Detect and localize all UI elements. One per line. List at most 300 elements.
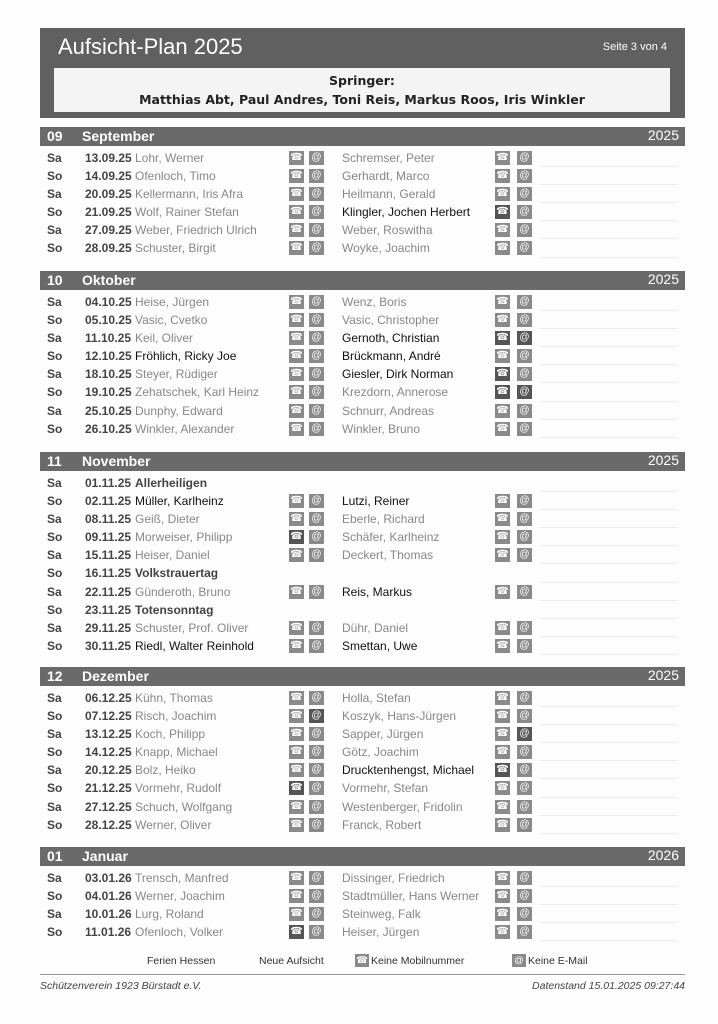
supervisor-2: Smettan, Uwe: [342, 638, 418, 653]
supervisor-2: Eberle, Richard: [342, 512, 425, 527]
email-icon[interactable]: @: [517, 925, 532, 939]
email-icon[interactable]: @: [517, 241, 532, 255]
schedule-row: [40, 564, 685, 582]
phone-icon[interactable]: ☎: [290, 242, 303, 254]
schedule-row: [40, 311, 685, 329]
email-icon[interactable]: @: [309, 367, 324, 381]
phone-icon[interactable]: ☎: [290, 710, 303, 722]
supervisor-1: Wolf, Rainer Stefan: [135, 205, 239, 220]
phone-icon[interactable]: ☎: [496, 386, 509, 398]
date: 25.10.25: [85, 403, 132, 418]
email-icon[interactable]: @: [517, 727, 532, 741]
supervisor-1: Schuster, Birgit: [135, 241, 216, 256]
month-name: November: [82, 453, 151, 469]
phone-icon[interactable]: ☎: [290, 314, 303, 326]
supervisor-1: Lohr, Werner: [135, 151, 205, 165]
phone-icon[interactable]: ☎: [290, 296, 303, 307]
phone-icon[interactable]: ☎: [290, 549, 303, 561]
phone-icon[interactable]: ☎: [496, 746, 509, 758]
supervisor-2: Deckert, Thomas: [342, 548, 434, 563]
month-year: 2025: [647, 452, 679, 468]
schedule-row: [40, 816, 685, 834]
supervisor-1: Geiß, Dieter: [135, 512, 200, 527]
phone-icon[interactable]: ☎: [496, 782, 509, 794]
supervisor-2: Drucktenhengst, Michael: [342, 763, 475, 778]
email-icon[interactable]: @: [517, 151, 532, 165]
phone-icon[interactable]: ☎: [290, 224, 303, 236]
schedule-row: [40, 619, 685, 637]
schedule-row: [40, 185, 685, 203]
legend-keine-mobil: Keine Mobilnummer: [371, 955, 465, 967]
schedule-row: [40, 583, 685, 601]
email-icon[interactable]: @: [517, 422, 532, 436]
month-section: [40, 127, 685, 258]
email-icon[interactable]: @: [309, 709, 324, 723]
email-icon[interactable]: @: [309, 512, 324, 526]
day-of-week: Sa: [47, 367, 62, 382]
day-of-week: Sa: [47, 295, 62, 309]
phone-icon[interactable]: ☎: [496, 728, 509, 740]
supervisor-2: Krezdorn, Annerose: [342, 385, 449, 400]
email-icon[interactable]: @: [309, 151, 324, 165]
date: 13.09.25: [85, 151, 132, 165]
day-of-week: So: [47, 169, 63, 184]
date: 20.09.25: [85, 187, 132, 202]
email-icon[interactable]: @: [309, 295, 324, 309]
phone-icon[interactable]: ☎: [290, 926, 303, 938]
month-number: 09: [47, 128, 63, 144]
email-icon[interactable]: @: [309, 763, 324, 777]
schedule-row: [40, 347, 685, 365]
email-icon[interactable]: @: [517, 691, 532, 705]
email-icon[interactable]: @: [309, 818, 324, 832]
holiday-label: Totensonntag: [135, 602, 214, 617]
phone-icon[interactable]: ☎: [496, 872, 509, 883]
phone-icon[interactable]: ☎: [290, 422, 303, 434]
email-icon[interactable]: @: [517, 349, 532, 363]
date: 04.10.25: [85, 295, 132, 309]
email-icon[interactable]: @: [309, 621, 324, 635]
day-of-week: So: [47, 745, 63, 760]
day-of-week: So: [47, 817, 63, 832]
month-year: 2025: [647, 667, 679, 683]
email-icon[interactable]: @: [309, 313, 324, 327]
month-rows: [40, 869, 685, 941]
schedule-row: [40, 725, 685, 743]
springer-box: [54, 68, 670, 112]
month-rows: [40, 474, 685, 655]
date: 08.11.25: [85, 512, 132, 527]
date: 03.01.26: [85, 871, 132, 885]
date: 23.11.25: [85, 602, 132, 617]
month-year: 2025: [647, 271, 679, 287]
email-icon[interactable]: @: [309, 925, 324, 939]
supervisor-1: Risch, Joachim: [135, 709, 217, 724]
phone-icon[interactable]: ☎: [496, 621, 509, 633]
date: 20.12.25: [85, 763, 132, 778]
email-icon[interactable]: @: [517, 404, 532, 418]
supervisor-2: Reis, Markus: [342, 584, 413, 599]
supervisor-2: Brückmann, André: [342, 349, 441, 364]
email-icon[interactable]: @: [309, 187, 324, 201]
phone-icon[interactable]: ☎: [290, 368, 303, 380]
phone-icon[interactable]: ☎: [290, 332, 303, 344]
email-icon[interactable]: @: [309, 907, 324, 921]
day-of-week: Sa: [47, 223, 62, 238]
date: 28.09.25: [85, 241, 132, 256]
day-of-week: So: [47, 421, 63, 436]
schedule-row: [40, 510, 685, 528]
phone-icon[interactable]: ☎: [496, 692, 509, 703]
legend-neue-aufsicht: Neue Aufsicht: [259, 955, 324, 967]
supervisor-1: Günderoth, Bruno: [135, 584, 231, 599]
supervisor-1: Kühn, Thomas: [135, 691, 213, 705]
email-icon[interactable]: @: [309, 727, 324, 741]
supervisor-1: Müller, Karlheinz: [135, 494, 224, 509]
supervisor-1: Trensch, Manfred: [135, 871, 229, 885]
date: 13.12.25: [85, 727, 132, 742]
supervisor-1: Schuch, Wolfgang: [135, 799, 233, 814]
supervisor-1: Bolz, Heiko: [135, 763, 196, 778]
email-icon[interactable]: @: [517, 530, 532, 544]
email-icon[interactable]: @: [309, 639, 324, 653]
springer-names: Matthias Abt, Paul Andres, Toni Reis, Markus Roos, Iris Winkler: [139, 92, 585, 107]
email-icon[interactable]: @: [309, 349, 324, 363]
phone-icon[interactable]: ☎: [290, 531, 303, 543]
date: 14.12.25: [85, 745, 132, 760]
supervisor-2: Koszyk, Hans-Jürgen: [342, 709, 457, 724]
phone-icon[interactable]: ☎: [496, 422, 509, 434]
email-icon[interactable]: @: [309, 331, 324, 345]
date: 15.11.25: [85, 548, 132, 563]
supervisor-2: Weber, Roswitha: [342, 223, 433, 238]
phone-icon[interactable]: ☎: [496, 818, 509, 830]
schedule-row: [40, 798, 685, 816]
schedule-row: [40, 689, 685, 707]
month-number: 12: [47, 668, 63, 684]
schedule-row: [40, 149, 685, 167]
day-of-week: So: [47, 494, 63, 509]
day-of-week: Sa: [47, 691, 62, 705]
email-icon[interactable]: @: [517, 223, 532, 237]
day-of-week: So: [47, 709, 63, 724]
supervisor-1: Lurg, Roland: [135, 907, 204, 922]
date: 07.12.25: [85, 709, 132, 724]
email-icon[interactable]: @: [309, 169, 324, 183]
email-icon[interactable]: @: [517, 871, 532, 885]
day-of-week: So: [47, 349, 63, 364]
phone-icon[interactable]: ☎: [496, 639, 509, 651]
phone-icon[interactable]: ☎: [290, 495, 303, 507]
supervisor-2: Götz, Joachim: [342, 745, 419, 760]
springer-label: Springer:: [329, 73, 395, 88]
day-of-week: Sa: [47, 907, 62, 922]
supervisor-2: Gernoth, Christian: [342, 331, 440, 346]
day-of-week: Sa: [47, 151, 62, 165]
month-year: 2025: [647, 127, 679, 143]
day-of-week: Sa: [47, 799, 62, 814]
phone-icon[interactable]: ☎: [290, 513, 303, 525]
month-section: [40, 847, 685, 941]
phone-icon[interactable]: ☎: [290, 639, 303, 651]
date: 22.11.25: [85, 584, 132, 599]
phone-icon[interactable]: ☎: [496, 495, 509, 507]
schedule-row: [40, 923, 685, 941]
phone-icon[interactable]: ☎: [290, 746, 303, 758]
phone-icon[interactable]: ☎: [496, 531, 509, 543]
date: 10.01.26: [85, 907, 132, 922]
month-header: [40, 452, 685, 471]
phone-icon[interactable]: ☎: [496, 224, 509, 236]
phone-icon[interactable]: ☎: [290, 404, 303, 416]
phone-icon[interactable]: ☎: [496, 332, 509, 344]
email-icon[interactable]: @: [309, 781, 324, 795]
date: 19.10.25: [85, 385, 132, 400]
schedule-row: [40, 601, 685, 619]
phone-icon[interactable]: ☎: [496, 152, 509, 163]
supervisor-1: Steyer, Rüdiger: [135, 367, 218, 382]
row-divider: [540, 833, 677, 834]
email-icon[interactable]: @: [517, 385, 532, 399]
email-icon[interactable]: @: [517, 709, 532, 723]
schedule-row: [40, 167, 685, 185]
email-icon[interactable]: @: [517, 494, 532, 508]
email-icon[interactable]: @: [517, 205, 532, 219]
schedule-row: [40, 887, 685, 905]
month-rows: [40, 293, 685, 438]
phone-icon[interactable]: ☎: [290, 621, 303, 633]
supervisor-1: Schuster, Prof. Oliver: [135, 620, 249, 635]
date: 05.10.25: [85, 313, 132, 328]
phone-icon[interactable]: ☎: [290, 692, 303, 703]
email-icon[interactable]: @: [309, 530, 324, 544]
supervisor-2: Vormehr, Stefan: [342, 781, 429, 796]
supervisor-1: Dunphy, Edward: [135, 403, 223, 418]
phone-icon[interactable]: ☎: [290, 152, 303, 163]
footer-datenstand: Datenstand 15.01.2025 09:27:44: [532, 980, 685, 992]
schedule-row: [40, 546, 685, 564]
schedule-row: [40, 492, 685, 510]
day-of-week: So: [47, 889, 63, 904]
day-of-week: Sa: [47, 331, 62, 346]
schedule-row: [40, 239, 685, 257]
email-icon[interactable]: @: [309, 422, 324, 436]
email-icon[interactable]: @: [309, 889, 324, 903]
email-icon[interactable]: @: [309, 548, 324, 562]
supervisor-2: Schremser, Peter: [342, 151, 435, 165]
email-icon[interactable]: @: [517, 745, 532, 759]
email-icon[interactable]: @: [517, 512, 532, 526]
month-year: 2026: [647, 847, 679, 863]
email-icon[interactable]: @: [517, 907, 532, 921]
date: 27.09.25: [85, 223, 132, 238]
phone-icon[interactable]: ☎: [496, 404, 509, 416]
supervisor-1: Weber, Friedrich Ulrich: [135, 223, 257, 238]
phone-icon[interactable]: ☎: [496, 188, 509, 200]
schedule-row: [40, 707, 685, 725]
supervisor-2: Holla, Stefan: [342, 691, 411, 705]
day-of-week: So: [47, 385, 63, 400]
email-icon[interactable]: @: [517, 781, 532, 795]
supervisor-2: Schäfer, Karlheinz: [342, 530, 440, 545]
date: 26.10.25: [85, 421, 132, 436]
supervisor-1: Winkler, Alexander: [135, 421, 235, 436]
phone-icon[interactable]: ☎: [496, 206, 509, 218]
supervisor-2: Sapper, Jürgen: [342, 727, 424, 742]
email-icon[interactable]: @: [309, 241, 324, 255]
email-icon[interactable]: @: [517, 331, 532, 345]
phone-icon[interactable]: ☎: [496, 170, 509, 182]
phone-icon[interactable]: ☎: [496, 800, 509, 812]
legend: [40, 953, 685, 969]
date: 29.11.25: [85, 620, 132, 635]
month-header: [40, 847, 685, 866]
date: 27.12.25: [85, 799, 132, 814]
supervisor-1: Keil, Oliver: [135, 331, 194, 346]
date: 14.09.25: [85, 169, 132, 184]
phone-icon[interactable]: ☎: [496, 908, 509, 920]
supervisor-1: Ofenloch, Volker: [135, 925, 224, 940]
email-icon[interactable]: @: [309, 223, 324, 237]
date: 11.01.26: [85, 925, 132, 940]
date: 09.11.25: [85, 530, 132, 545]
phone-icon[interactable]: ☎: [290, 872, 303, 883]
month-header: [40, 127, 685, 146]
email-icon[interactable]: @: [517, 548, 532, 562]
row-divider: [540, 257, 677, 258]
footer-club: Schützenverein 1923 Bürstadt e.V.: [40, 980, 202, 992]
month-name: September: [82, 128, 155, 144]
supervisor-1: Fröhlich, Ricky Joe: [135, 349, 237, 364]
schedule-row: [40, 329, 685, 347]
email-icon[interactable]: @: [309, 745, 324, 759]
email-icon[interactable]: @: [517, 187, 532, 201]
date: 04.01.26: [85, 889, 132, 904]
schedule-row: [40, 869, 685, 887]
supervisor-1: Werner, Oliver: [135, 817, 212, 832]
email-icon[interactable]: @: [309, 385, 324, 399]
email-icon[interactable]: @: [309, 494, 324, 508]
email-icon[interactable]: @: [309, 404, 324, 418]
email-icon[interactable]: @: [517, 313, 532, 327]
schedule-row: [40, 383, 685, 401]
holiday-label: Allerheiligen: [135, 476, 208, 490]
email-icon[interactable]: @: [309, 800, 324, 814]
phone-icon[interactable]: ☎: [290, 585, 303, 597]
day-of-week: Sa: [47, 187, 62, 202]
supervisor-2: Lutzi, Reiner: [342, 494, 410, 509]
phone-icon[interactable]: ☎: [290, 908, 303, 920]
schedule-row: [40, 365, 685, 383]
phone-icon[interactable]: ☎: [496, 549, 509, 561]
day-of-week: Sa: [47, 584, 62, 599]
schedule-row: [40, 528, 685, 546]
email-icon[interactable]: @: [309, 585, 324, 599]
day-of-week: Sa: [47, 871, 62, 885]
footer-divider: [40, 974, 685, 975]
phone-icon[interactable]: ☎: [290, 782, 303, 794]
email-icon[interactable]: @: [517, 367, 532, 381]
phone-icon[interactable]: ☎: [496, 314, 509, 326]
month-name: Januar: [82, 848, 128, 864]
schedule-row: [40, 221, 685, 239]
date: 16.11.25: [85, 566, 132, 581]
date: 21.09.25: [85, 205, 132, 220]
phone-icon[interactable]: ☎: [290, 170, 303, 182]
supervisor-2: Wenz, Boris: [342, 295, 407, 309]
supervisor-2: Steinweg, Falk: [342, 907, 421, 922]
email-icon[interactable]: @: [309, 871, 324, 885]
supervisor-2: Westenberger, Fridolin: [342, 799, 463, 814]
phone-icon[interactable]: ☎: [496, 710, 509, 722]
month-number: 10: [47, 272, 63, 288]
holiday-label: Volkstrauertag: [135, 566, 219, 581]
email-icon[interactable]: @: [517, 169, 532, 183]
email-icon[interactable]: @: [309, 205, 324, 219]
month-name: Oktober: [82, 272, 136, 288]
supervisor-2: Dissinger, Friedrich: [342, 871, 445, 885]
supervisor-2: Schnurr, Andreas: [342, 403, 435, 418]
phone-icon[interactable]: ☎: [496, 513, 509, 525]
phone-icon[interactable]: ☎: [496, 242, 509, 254]
schedule-row: [40, 743, 685, 761]
email-icon[interactable]: @: [517, 621, 532, 635]
email-icon[interactable]: @: [517, 639, 532, 653]
supervisor-1: Koch, Philipp: [135, 727, 206, 742]
day-of-week: So: [47, 566, 63, 581]
phone-icon[interactable]: ☎: [290, 890, 303, 902]
email-icon[interactable]: @: [517, 585, 532, 599]
email-icon[interactable]: @: [517, 763, 532, 777]
date: 18.10.25: [85, 367, 132, 382]
phone-icon[interactable]: ☎: [290, 728, 303, 740]
phone-icon[interactable]: ☎: [496, 764, 509, 776]
month-header: [40, 667, 685, 686]
phone-icon[interactable]: ☎: [496, 585, 509, 597]
phone-icon[interactable]: ☎: [496, 296, 509, 307]
day-of-week: Sa: [47, 512, 62, 527]
phone-icon[interactable]: ☎: [496, 350, 509, 362]
phone-icon[interactable]: ☎: [290, 206, 303, 218]
schedule-row: [40, 637, 685, 655]
phone-icon[interactable]: ☎: [496, 368, 509, 380]
date: 30.11.25: [85, 638, 132, 653]
supervisor-1: Zehatschek, Karl Heinz: [135, 385, 260, 400]
month-section: [40, 667, 685, 834]
phone-icon[interactable]: ☎: [290, 800, 303, 812]
phone-icon[interactable]: ☎: [496, 926, 509, 938]
phone-icon[interactable]: ☎: [290, 350, 303, 362]
email-icon[interactable]: @: [517, 889, 532, 903]
phone-icon[interactable]: ☎: [290, 188, 303, 200]
day-of-week: So: [47, 205, 63, 220]
month-number: 11: [47, 453, 62, 469]
phone-icon[interactable]: ☎: [496, 890, 509, 902]
supervisor-2: Heiser, Jürgen: [342, 925, 420, 940]
month-number: 01: [47, 848, 63, 864]
email-icon[interactable]: @: [517, 295, 532, 309]
email-icon[interactable]: @: [309, 691, 324, 705]
email-icon[interactable]: @: [517, 818, 532, 832]
phone-icon[interactable]: ☎: [290, 818, 303, 830]
schedule-row: [40, 779, 685, 797]
phone-icon[interactable]: ☎: [290, 764, 303, 776]
legend-keine-email: Keine E-Mail: [528, 955, 588, 967]
phone-icon[interactable]: ☎: [290, 386, 303, 398]
supervisor-2: Heilmann, Gerald: [342, 187, 436, 202]
email-icon[interactable]: @: [517, 800, 532, 814]
date: 01.11.25: [85, 476, 132, 490]
